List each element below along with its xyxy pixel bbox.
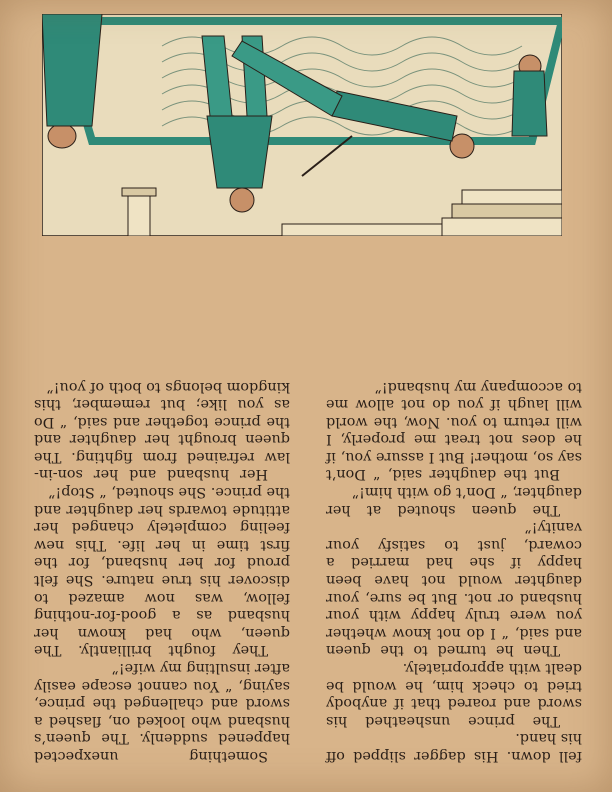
paragraph: The queen shouted at her daughter, “ Don’t go with him!” (326, 484, 582, 518)
paragraph: Her husband and her son-in-law refrained from fighting. The queen brought her daughter and the prince together and said, “ Do as you like; but remember, this kingdom belongs to both of you!” (34, 378, 290, 483)
paragraph: But the daughter said, “ Don’t say so, mother! But I assure you, if he does not treat me properly, I will return to you. Now, the world will laugh if you do not allow me to accompany my husband!” (326, 378, 582, 483)
paragraph: Then he turned to the queen and said, “ I do not know whether you were truly happy with your husband or not. But be sure, your daughter would not have been happy if she had married a coward, just to satisfy your vanity!” (326, 519, 582, 659)
paragraph: Something unexpected happened suddenly. The queen’s husband who looked on, flashed a sword and challenged the prince, saying, “ You cannot escape easily after insulting my wife!” (34, 660, 290, 764)
left-text-column (326, 377, 582, 764)
paragraph: fell down. His dagger slipped off his hand. (326, 730, 582, 764)
right-text-column (34, 377, 290, 764)
palace-fight-illustration (42, 14, 562, 236)
paragraph: The prince unsheathed his sword and roared that if anybody tried to check him, he would be dealt with appropriately. (326, 660, 582, 729)
paragraph: They fought brilliantly. The queen, who had known her husband as a good-for-nothing fellow, was now amazed to discover his true nature. She felt proud for her husband, for the first time in her life. This new feeling completely changed her attitude towards her daughter and the prince. She shouted, “ Stop!” (34, 484, 290, 659)
